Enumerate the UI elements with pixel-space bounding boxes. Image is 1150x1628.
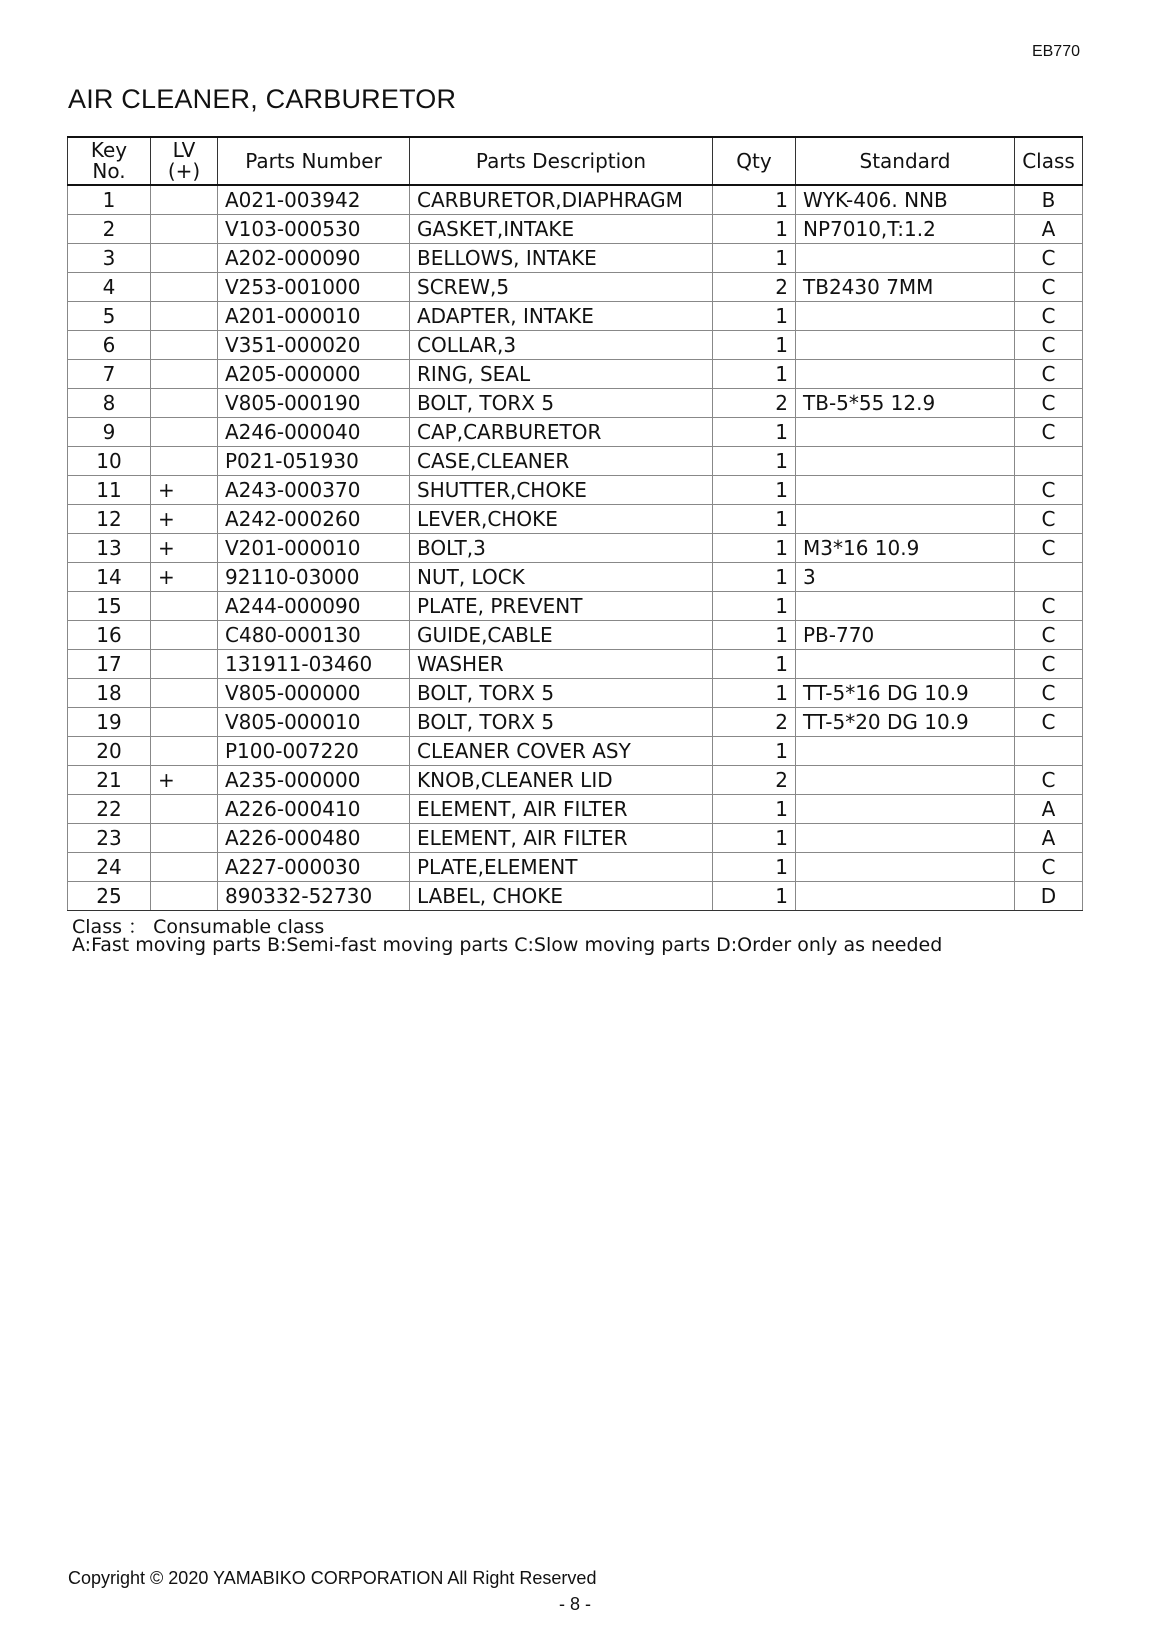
cell-qty: 1 <box>713 737 796 766</box>
table-row <box>68 215 1083 244</box>
cell-lv <box>151 273 218 302</box>
cell-qty: 1 <box>713 650 796 679</box>
cell-key-no: 2 <box>68 215 151 244</box>
cell-parts-number: A226-000410 <box>218 795 410 824</box>
cell-standard <box>796 882 1015 911</box>
cell-class: A <box>1015 795 1083 824</box>
table-row <box>68 389 1083 418</box>
cell-key-no: 3 <box>68 244 151 273</box>
cell-key-no: 9 <box>68 418 151 447</box>
cell-class: C <box>1015 418 1083 447</box>
cell-qty: 1 <box>713 563 796 592</box>
table-row <box>68 563 1083 592</box>
cell-parts-number: V103-000530 <box>218 215 410 244</box>
cell-parts-number: A205-000000 <box>218 360 410 389</box>
cell-lv <box>151 882 218 911</box>
cell-class: C <box>1015 708 1083 737</box>
cell-parts-number: A235-000000 <box>218 766 410 795</box>
cell-lv <box>151 592 218 621</box>
cell-lv: + <box>151 534 218 563</box>
cell-qty: 1 <box>713 824 796 853</box>
cell-parts-description: CASE,CLEANER <box>410 447 713 476</box>
cell-lv <box>151 215 218 244</box>
cell-lv <box>151 302 218 331</box>
cell-lv <box>151 447 218 476</box>
page-number: - 8 - <box>558 1594 591 1614</box>
table-row <box>68 302 1083 331</box>
cell-parts-number: A243-000370 <box>218 476 410 505</box>
cell-standard <box>796 418 1015 447</box>
cell-parts-description: WASHER <box>410 650 713 679</box>
cell-parts-description: GUIDE,CABLE <box>410 621 713 650</box>
table-row <box>68 447 1083 476</box>
cell-lv <box>151 795 218 824</box>
cell-parts-description: BELLOWS, INTAKE <box>410 244 713 273</box>
page-title: AIR CLEANER, CARBURETOR <box>68 84 457 114</box>
cell-parts-number: P100-007220 <box>218 737 410 766</box>
header-lv-line2: (+) <box>167 159 201 183</box>
header-class: Class <box>1015 137 1083 185</box>
table-row <box>68 360 1083 389</box>
cell-standard <box>796 592 1015 621</box>
cell-class: C <box>1015 621 1083 650</box>
cell-parts-description: CARBURETOR,DIAPHRAGM <box>410 185 713 215</box>
cell-parts-number: V351-000020 <box>218 331 410 360</box>
cell-parts-description: RING, SEAL <box>410 360 713 389</box>
cell-key-no: 16 <box>68 621 151 650</box>
cell-parts-description: BOLT, TORX 5 <box>410 389 713 418</box>
header-standard: Standard <box>796 137 1015 185</box>
cell-standard <box>796 331 1015 360</box>
cell-standard: WYK-406. NNB <box>796 185 1015 215</box>
cell-lv: + <box>151 505 218 534</box>
cell-parts-description: SCREW,5 <box>410 273 713 302</box>
cell-qty: 2 <box>713 766 796 795</box>
cell-key-no: 14 <box>68 563 151 592</box>
cell-class: C <box>1015 766 1083 795</box>
cell-qty: 1 <box>713 185 796 215</box>
legend-line-2: A:Fast moving parts B:Semi-fast moving parts C:Slow moving parts D:Order only as needed <box>72 934 943 956</box>
cell-parts-description: BOLT, TORX 5 <box>410 679 713 708</box>
cell-key-no: 22 <box>68 795 151 824</box>
parts-table <box>67 136 1083 911</box>
cell-qty: 1 <box>713 592 796 621</box>
header-lv <box>151 137 218 185</box>
cell-standard: TB-5*55 12.9 <box>796 389 1015 418</box>
cell-class: C <box>1015 534 1083 563</box>
cell-standard <box>796 737 1015 766</box>
cell-class: B <box>1015 185 1083 215</box>
table-row <box>68 185 1083 215</box>
table-row <box>68 824 1083 853</box>
cell-parts-description: SHUTTER,CHOKE <box>410 476 713 505</box>
cell-parts-number: V201-000010 <box>218 534 410 563</box>
cell-lv: + <box>151 476 218 505</box>
cell-key-no: 6 <box>68 331 151 360</box>
cell-key-no: 12 <box>68 505 151 534</box>
cell-class: C <box>1015 679 1083 708</box>
cell-qty: 1 <box>713 215 796 244</box>
cell-class: C <box>1015 360 1083 389</box>
header-key-line2: No. <box>92 159 126 183</box>
class-legend <box>72 918 942 954</box>
cell-key-no: 4 <box>68 273 151 302</box>
cell-parts-number: A242-000260 <box>218 505 410 534</box>
cell-class: C <box>1015 273 1083 302</box>
cell-qty: 1 <box>713 534 796 563</box>
cell-standard: TB2430 7MM <box>796 273 1015 302</box>
cell-key-no: 20 <box>68 737 151 766</box>
cell-standard <box>796 766 1015 795</box>
cell-qty: 1 <box>713 882 796 911</box>
cell-standard <box>796 360 1015 389</box>
cell-lv: + <box>151 766 218 795</box>
cell-class: C <box>1015 505 1083 534</box>
cell-qty: 1 <box>713 244 796 273</box>
cell-parts-description: BOLT, TORX 5 <box>410 708 713 737</box>
table-row <box>68 621 1083 650</box>
cell-lv <box>151 824 218 853</box>
cell-standard: TT-5*16 DG 10.9 <box>796 679 1015 708</box>
table-row <box>68 737 1083 766</box>
cell-parts-description: PLATE,ELEMENT <box>410 853 713 882</box>
cell-parts-description: NUT, LOCK <box>410 563 713 592</box>
header-parts-description: Parts Description <box>410 137 713 185</box>
cell-lv <box>151 389 218 418</box>
cell-parts-number: P021-051930 <box>218 447 410 476</box>
table-row <box>68 418 1083 447</box>
cell-parts-description: CLEANER COVER ASY <box>410 737 713 766</box>
cell-class: C <box>1015 331 1083 360</box>
cell-key-no: 24 <box>68 853 151 882</box>
cell-standard <box>796 447 1015 476</box>
table-row <box>68 679 1083 708</box>
cell-parts-number: C480-000130 <box>218 621 410 650</box>
cell-parts-number: A226-000480 <box>218 824 410 853</box>
cell-lv <box>151 360 218 389</box>
cell-standard <box>796 476 1015 505</box>
header-key-no <box>68 137 151 185</box>
cell-key-no: 23 <box>68 824 151 853</box>
cell-parts-number: 890332-52730 <box>218 882 410 911</box>
cell-qty: 1 <box>713 331 796 360</box>
cell-qty: 1 <box>713 505 796 534</box>
table-row <box>68 766 1083 795</box>
table-row <box>68 708 1083 737</box>
cell-class: C <box>1015 389 1083 418</box>
cell-parts-description: COLLAR,3 <box>410 331 713 360</box>
cell-parts-description: GASKET,INTAKE <box>410 215 713 244</box>
table-row <box>68 331 1083 360</box>
cell-standard: PB-770 <box>796 621 1015 650</box>
cell-qty: 1 <box>713 476 796 505</box>
header-key-line1: Key <box>90 138 128 162</box>
cell-class: C <box>1015 650 1083 679</box>
cell-lv <box>151 679 218 708</box>
cell-key-no: 10 <box>68 447 151 476</box>
cell-standard <box>796 824 1015 853</box>
cell-parts-number: 92110-03000 <box>218 563 410 592</box>
cell-parts-description: ELEMENT, AIR FILTER <box>410 824 713 853</box>
cell-class: C <box>1015 592 1083 621</box>
cell-parts-number: A227-000030 <box>218 853 410 882</box>
cell-class: C <box>1015 853 1083 882</box>
cell-class: C <box>1015 476 1083 505</box>
cell-parts-description: LABEL, CHOKE <box>410 882 713 911</box>
cell-key-no: 15 <box>68 592 151 621</box>
table-row <box>68 853 1083 882</box>
cell-qty: 2 <box>713 389 796 418</box>
cell-key-no: 1 <box>68 185 151 215</box>
cell-key-no: 13 <box>68 534 151 563</box>
cell-parts-number: A201-000010 <box>218 302 410 331</box>
cell-lv: + <box>151 563 218 592</box>
table-row <box>68 882 1083 911</box>
cell-key-no: 11 <box>68 476 151 505</box>
cell-key-no: 25 <box>68 882 151 911</box>
cell-standard <box>796 853 1015 882</box>
cell-lv <box>151 737 218 766</box>
cell-key-no: 17 <box>68 650 151 679</box>
cell-class <box>1015 447 1083 476</box>
cell-parts-number: A244-000090 <box>218 592 410 621</box>
table-row <box>68 476 1083 505</box>
cell-class: C <box>1015 302 1083 331</box>
cell-key-no: 21 <box>68 766 151 795</box>
copyright-notice: Copyright © 2020 YAMABIKO CORPORATION All Right Reserved <box>68 1568 597 1588</box>
cell-standard <box>796 650 1015 679</box>
table-row <box>68 244 1083 273</box>
cell-class: D <box>1015 882 1083 911</box>
cell-parts-number: A246-000040 <box>218 418 410 447</box>
cell-parts-description: BOLT,3 <box>410 534 713 563</box>
cell-class: C <box>1015 244 1083 273</box>
table-row <box>68 650 1083 679</box>
table-row <box>68 592 1083 621</box>
cell-qty: 1 <box>713 853 796 882</box>
cell-parts-description: ELEMENT, AIR FILTER <box>410 795 713 824</box>
cell-parts-number: V805-000190 <box>218 389 410 418</box>
cell-class: A <box>1015 824 1083 853</box>
cell-parts-description: KNOB,CLEANER LID <box>410 766 713 795</box>
cell-lv <box>151 244 218 273</box>
cell-key-no: 5 <box>68 302 151 331</box>
cell-qty: 1 <box>713 360 796 389</box>
header-lv-line1: LV <box>172 138 196 162</box>
cell-parts-description: ADAPTER, INTAKE <box>410 302 713 331</box>
cell-standard: NP7010,T:1.2 <box>796 215 1015 244</box>
cell-standard: M3*16 10.9 <box>796 534 1015 563</box>
cell-key-no: 19 <box>68 708 151 737</box>
legend-line-1: Class ： Consumable class <box>72 916 325 938</box>
cell-parts-description: PLATE, PREVENT <box>410 592 713 621</box>
cell-qty: 1 <box>713 447 796 476</box>
cell-qty: 1 <box>713 679 796 708</box>
cell-key-no: 7 <box>68 360 151 389</box>
header-qty: Qty <box>713 137 796 185</box>
cell-qty: 1 <box>713 302 796 331</box>
cell-lv <box>151 185 218 215</box>
cell-parts-description: LEVER,CHOKE <box>410 505 713 534</box>
model-code: EB770 <box>1031 43 1080 60</box>
cell-key-no: 8 <box>68 389 151 418</box>
cell-standard <box>796 244 1015 273</box>
cell-standard <box>796 795 1015 824</box>
header-parts-number: Parts Number <box>218 137 410 185</box>
cell-parts-number: V253-001000 <box>218 273 410 302</box>
cell-standard <box>796 505 1015 534</box>
cell-class <box>1015 737 1083 766</box>
cell-parts-number: V805-000010 <box>218 708 410 737</box>
table-header-row <box>68 137 1083 185</box>
parts-table-body <box>68 185 1083 911</box>
cell-qty: 1 <box>713 795 796 824</box>
cell-qty: 2 <box>713 708 796 737</box>
cell-standard: TT-5*20 DG 10.9 <box>796 708 1015 737</box>
cell-lv <box>151 853 218 882</box>
table-row <box>68 273 1083 302</box>
cell-parts-number: V805-000000 <box>218 679 410 708</box>
cell-lv <box>151 708 218 737</box>
cell-key-no: 18 <box>68 679 151 708</box>
cell-lv <box>151 621 218 650</box>
cell-lv <box>151 650 218 679</box>
cell-parts-description: CAP,CARBURETOR <box>410 418 713 447</box>
cell-lv <box>151 331 218 360</box>
cell-standard <box>796 302 1015 331</box>
cell-parts-number: A021-003942 <box>218 185 410 215</box>
table-row <box>68 795 1083 824</box>
cell-parts-number: 131911-03460 <box>218 650 410 679</box>
table-row <box>68 534 1083 563</box>
cell-qty: 2 <box>713 273 796 302</box>
cell-lv <box>151 418 218 447</box>
cell-class <box>1015 563 1083 592</box>
cell-class: A <box>1015 215 1083 244</box>
cell-qty: 1 <box>713 621 796 650</box>
cell-qty: 1 <box>713 418 796 447</box>
table-row <box>68 505 1083 534</box>
cell-parts-number: A202-000090 <box>218 244 410 273</box>
cell-standard: 3 <box>796 563 1015 592</box>
